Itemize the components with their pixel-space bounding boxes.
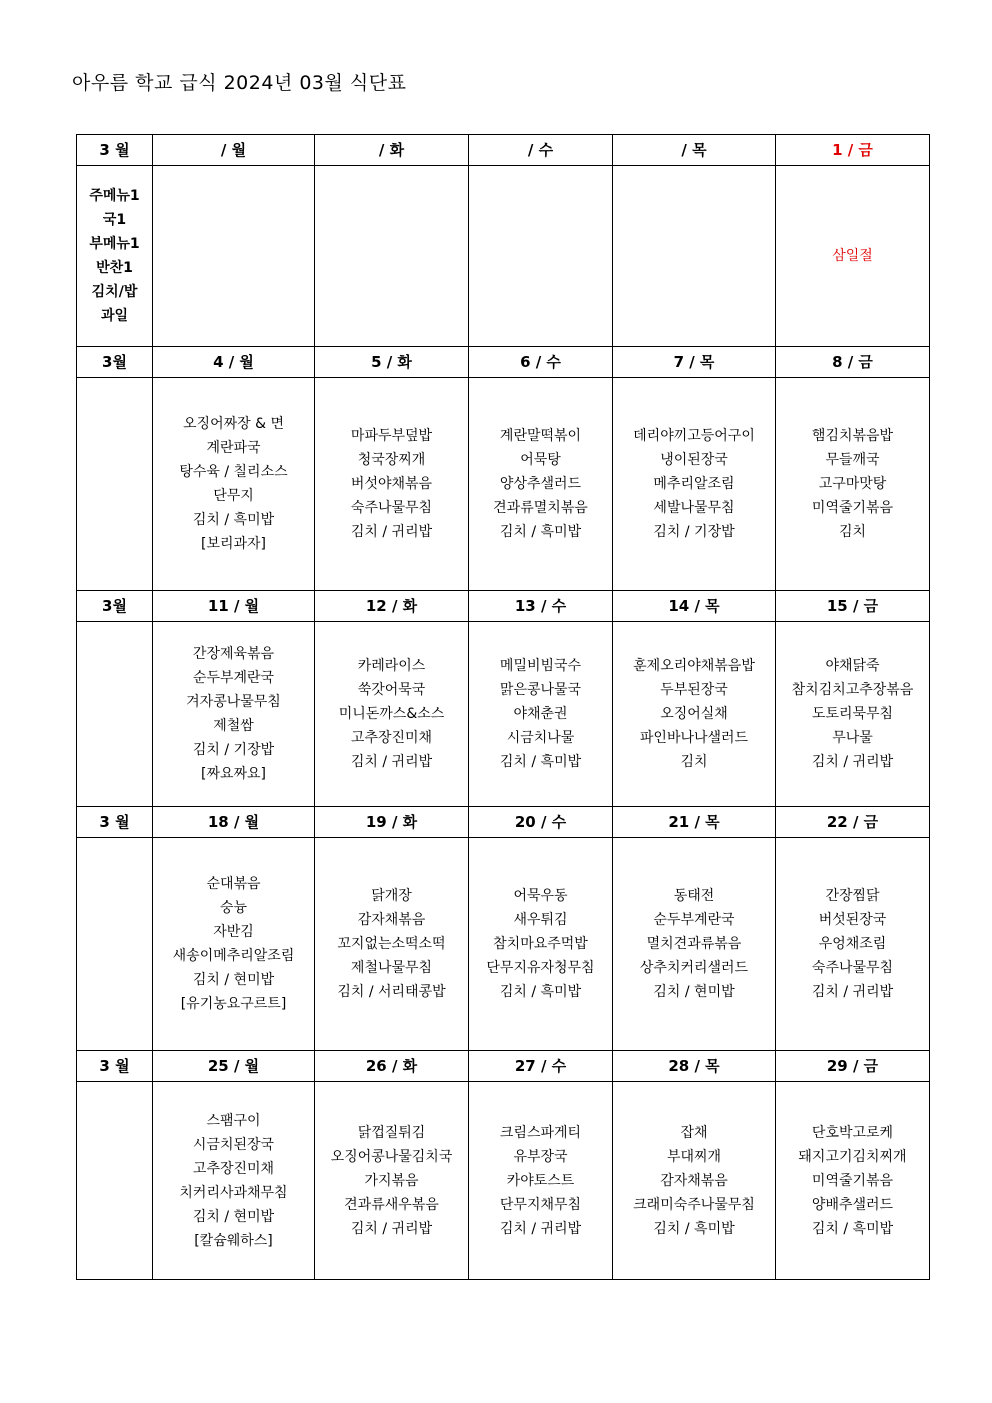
day-header-fri: 15 / 금: [776, 591, 930, 622]
menu-cell-mon: 오징어짜장 & 면 계란파국 탕수육 / 칠리소스 단무지 김치 / 흑미밥 [보리과자]: [153, 378, 315, 591]
menu-cell-thu: 훈제오리야채볶음밥 두부된장국 오징어실채 파인바나나샐러드 김치: [613, 622, 776, 807]
day-header-tue: 26 / 화: [315, 1051, 469, 1082]
day-header-tue: / 화: [315, 135, 469, 166]
menu-category-label: [77, 1082, 153, 1280]
menu-cell-fri-holiday: 삼일절: [776, 166, 930, 347]
day-header-wed: 20 / 수: [469, 807, 613, 838]
menu-cell-mon: [153, 166, 315, 347]
menu-cell-fri: 단호박고로케 돼지고기김치찌개 미역줄기볶음 양배추샐러드 김치 / 흑미밥: [776, 1082, 930, 1280]
menu-cell-wed: 메밀비빔국수 맑은콩나물국 야채춘권 시금치나물 김치 / 흑미밥: [469, 622, 613, 807]
month-cell: 3월: [77, 347, 153, 378]
day-header-mon: 4 / 월: [153, 347, 315, 378]
month-cell: 3 월: [77, 135, 153, 166]
month-cell: 3 월: [77, 1051, 153, 1082]
day-header-tue: 12 / 화: [315, 591, 469, 622]
menu-category-label: [77, 838, 153, 1051]
day-header-thu: 21 / 목: [613, 807, 776, 838]
week-menu-row: [77, 1082, 930, 1280]
day-header-thu: 7 / 목: [613, 347, 776, 378]
day-header-mon: 25 / 월: [153, 1051, 315, 1082]
week-header-row: [77, 591, 930, 622]
page-title: 아우름 학교 급식 2024년 03월 식단표: [72, 72, 407, 94]
menu-category-label: [77, 378, 153, 591]
month-cell: 3 월: [77, 807, 153, 838]
day-header-wed: 6 / 수: [469, 347, 613, 378]
day-header-wed: / 수: [469, 135, 613, 166]
day-header-fri: 1 / 금: [776, 135, 930, 166]
menu-cell-mon: 스팸구이 시금치된장국 고추장진미채 치커리사과채무침 김치 / 현미밥 [칼슘웨하스]: [153, 1082, 315, 1280]
day-header-wed: 13 / 수: [469, 591, 613, 622]
menu-cell-tue: 마파두부덮밥 청국장찌개 버섯야채볶음 숙주나물무침 김치 / 귀리밥: [315, 378, 469, 591]
day-header-thu: 14 / 목: [613, 591, 776, 622]
menu-cell-wed: 어묵우동 새우튀김 참치마요주먹밥 단무지유자청무침 김치 / 흑미밥: [469, 838, 613, 1051]
day-header-fri: 22 / 금: [776, 807, 930, 838]
day-header-mon: 18 / 월: [153, 807, 315, 838]
day-header-tue: 5 / 화: [315, 347, 469, 378]
day-header-fri: 29 / 금: [776, 1051, 930, 1082]
menu-cell-wed: 크림스파게티 유부장국 카야토스트 단무지채무침 김치 / 귀리밥: [469, 1082, 613, 1280]
menu-cell-tue: 닭껍질튀김 오징어콩나물김치국 가지볶음 견과류새우볶음 김치 / 귀리밥: [315, 1082, 469, 1280]
menu-category-label: 주메뉴1 국1 부메뉴1 반찬1 김치/밥 과일: [77, 166, 153, 347]
day-header-mon: / 월: [153, 135, 315, 166]
day-header-wed: 27 / 수: [469, 1051, 613, 1082]
menu-cell-fri: 햄김치볶음밥 무들깨국 고구마맛탕 미역줄기볶음 김치: [776, 378, 930, 591]
month-cell: 3월: [77, 591, 153, 622]
menu-cell-fri: 간장찜닭 버섯된장국 우엉채조림 숙주나물무침 김치 / 귀리밥: [776, 838, 930, 1051]
menu-category-label: [77, 622, 153, 807]
menu-cell-tue: 카레라이스 쑥갓어묵국 미니돈까스&소스 고추장진미채 김치 / 귀리밥: [315, 622, 469, 807]
week-menu-row: [77, 622, 930, 807]
week-menu-row: [77, 166, 930, 347]
menu-cell-tue: 닭개장 감자채볶음 꼬지없는소떡소떡 제철나물무침 김치 / 서리태콩밥: [315, 838, 469, 1051]
menu-cell-fri: 야채닭죽 참치김치고추장볶음 도토리묵무침 무나물 김치 / 귀리밥: [776, 622, 930, 807]
week-header-row: [77, 1051, 930, 1082]
day-header-mon: 11 / 월: [153, 591, 315, 622]
menu-cell-thu: [613, 166, 776, 347]
week-header-row: [77, 135, 930, 166]
day-header-thu: / 목: [613, 135, 776, 166]
day-header-tue: 19 / 화: [315, 807, 469, 838]
menu-cell-thu: 잡채 부대찌개 감자채볶음 크래미숙주나물무침 김치 / 흑미밥: [613, 1082, 776, 1280]
day-header-thu: 28 / 목: [613, 1051, 776, 1082]
week-header-row: [77, 347, 930, 378]
menu-cell-wed: 계란말떡볶이 어묵탕 양상추샐러드 견과류멸치볶음 김치 / 흑미밥: [469, 378, 613, 591]
menu-cell-thu: 데리야끼고등어구이 냉이된장국 메추리알조림 세발나물무침 김치 / 기장밥: [613, 378, 776, 591]
menu-cell-wed: [469, 166, 613, 347]
meal-table: [76, 134, 930, 1280]
menu-cell-tue: [315, 166, 469, 347]
day-header-fri: 8 / 금: [776, 347, 930, 378]
menu-cell-thu: 동태전 순두부계란국 멸치견과류볶음 상추치커리샐러드 김치 / 현미밥: [613, 838, 776, 1051]
menu-cell-mon: 간장제육볶음 순두부계란국 겨자콩나물무침 제철쌈 김치 / 기장밥 [짜요짜요]: [153, 622, 315, 807]
week-menu-row: [77, 838, 930, 1051]
week-menu-row: [77, 378, 930, 591]
menu-cell-mon: 순대볶음 숭늉 자반김 새송이메추리알조림 김치 / 현미밥 [유기농요구르트]: [153, 838, 315, 1051]
week-header-row: [77, 807, 930, 838]
